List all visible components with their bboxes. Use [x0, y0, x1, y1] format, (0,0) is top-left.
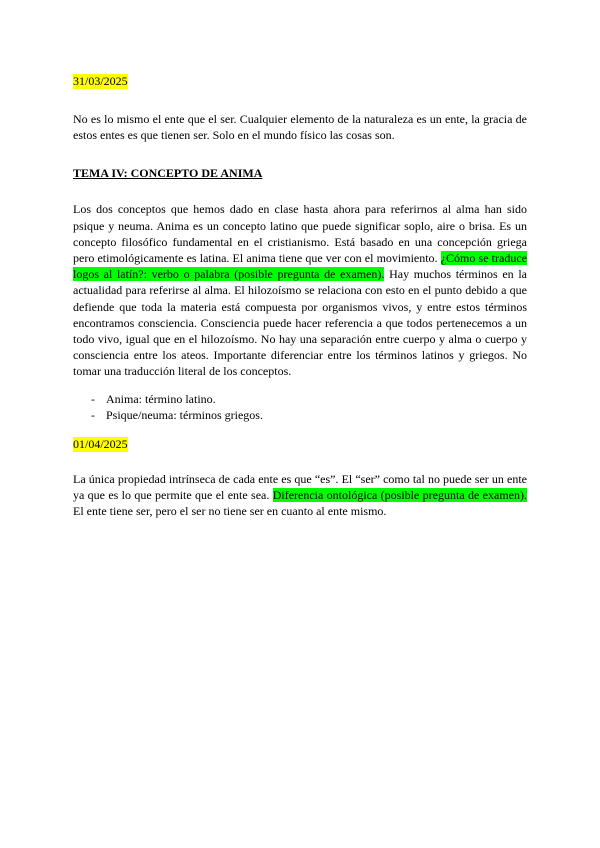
- bullet-list: [73, 391, 527, 423]
- date-label: 31/03/2025: [73, 74, 128, 88]
- entry2-paragraph-text-1: La única propiedad intrínseca de cada ente es que “es”. El “ser” como tal no puede ser un ente ya que es lo que permite que el ente sea.: [73, 471, 527, 502]
- entry2-paragraph-text-2: El ente tiene ser, pero el ser no tiene ser en cuanto al ente mismo.: [73, 504, 387, 519]
- entry-paragraph-2: [73, 471, 527, 520]
- date-label: 01/04/2025: [73, 436, 128, 451]
- section-paragraph: [73, 201, 527, 379]
- exam-question-highlight: ¿Cómo se traduce logos al latín?: verbo o palabra (posible pregunta de examen).: [73, 251, 527, 282]
- entry-date-1: [73, 72, 527, 90]
- ontological-difference-highlight: Diferencia ontológica (posible pregunta de examen).: [272, 487, 527, 502]
- section-heading: TEMA IV: CONCEPTO DE ANIMA: [73, 166, 263, 181]
- entry-date-2: [73, 435, 527, 453]
- bullet-marker: -: [91, 407, 95, 422]
- bullet-marker: -: [91, 391, 95, 406]
- entry-paragraph-1: No es lo mismo el ente que el ser. Cualquier elemento de la naturaleza es un ente, la gracia de estos entes es que tienen ser. Solo en el mundo físico las cosas son.: [73, 112, 527, 143]
- list-item-text: Psique/neuma: términos griegos.: [106, 407, 263, 422]
- list-item: [73, 407, 527, 423]
- list-item: [73, 391, 527, 407]
- section-heading-wrapper: [73, 164, 527, 182]
- section-paragraph-text-2: Hay muchos términos en la actualidad para referirse al alma. El hilozoísmo se relaciona con esto en el punto debido a que defiende que toda la materia está compuesta por organismos vivos, y entre estos términos encontramos consciencia. Consciencia puede hacer referencia a que todos pertenecemos a un todo vivo, igual que en el hilozoísmo. No hay una separación entre cuerpo y alma o cuerpo y consciencia entre los ateos. Importante diferenciar entre los términos latinos y griegos. No tomar una traducción literal de los conceptos.: [73, 267, 527, 379]
- list-item-text: Anima: término latino.: [106, 391, 216, 406]
- section-paragraph-text-1: Los dos conceptos que hemos dado en clase hasta ahora para referirnos al alma han sido psique y neuma. Anima es un concepto latino que puede significar soplo, aire o brisa. Es un concepto filosófico fundamental en el cristianismo. Está basado en una concepción griega pero etimológicamente es latina. El anima tiene que ver con el movimiento.: [73, 202, 527, 266]
